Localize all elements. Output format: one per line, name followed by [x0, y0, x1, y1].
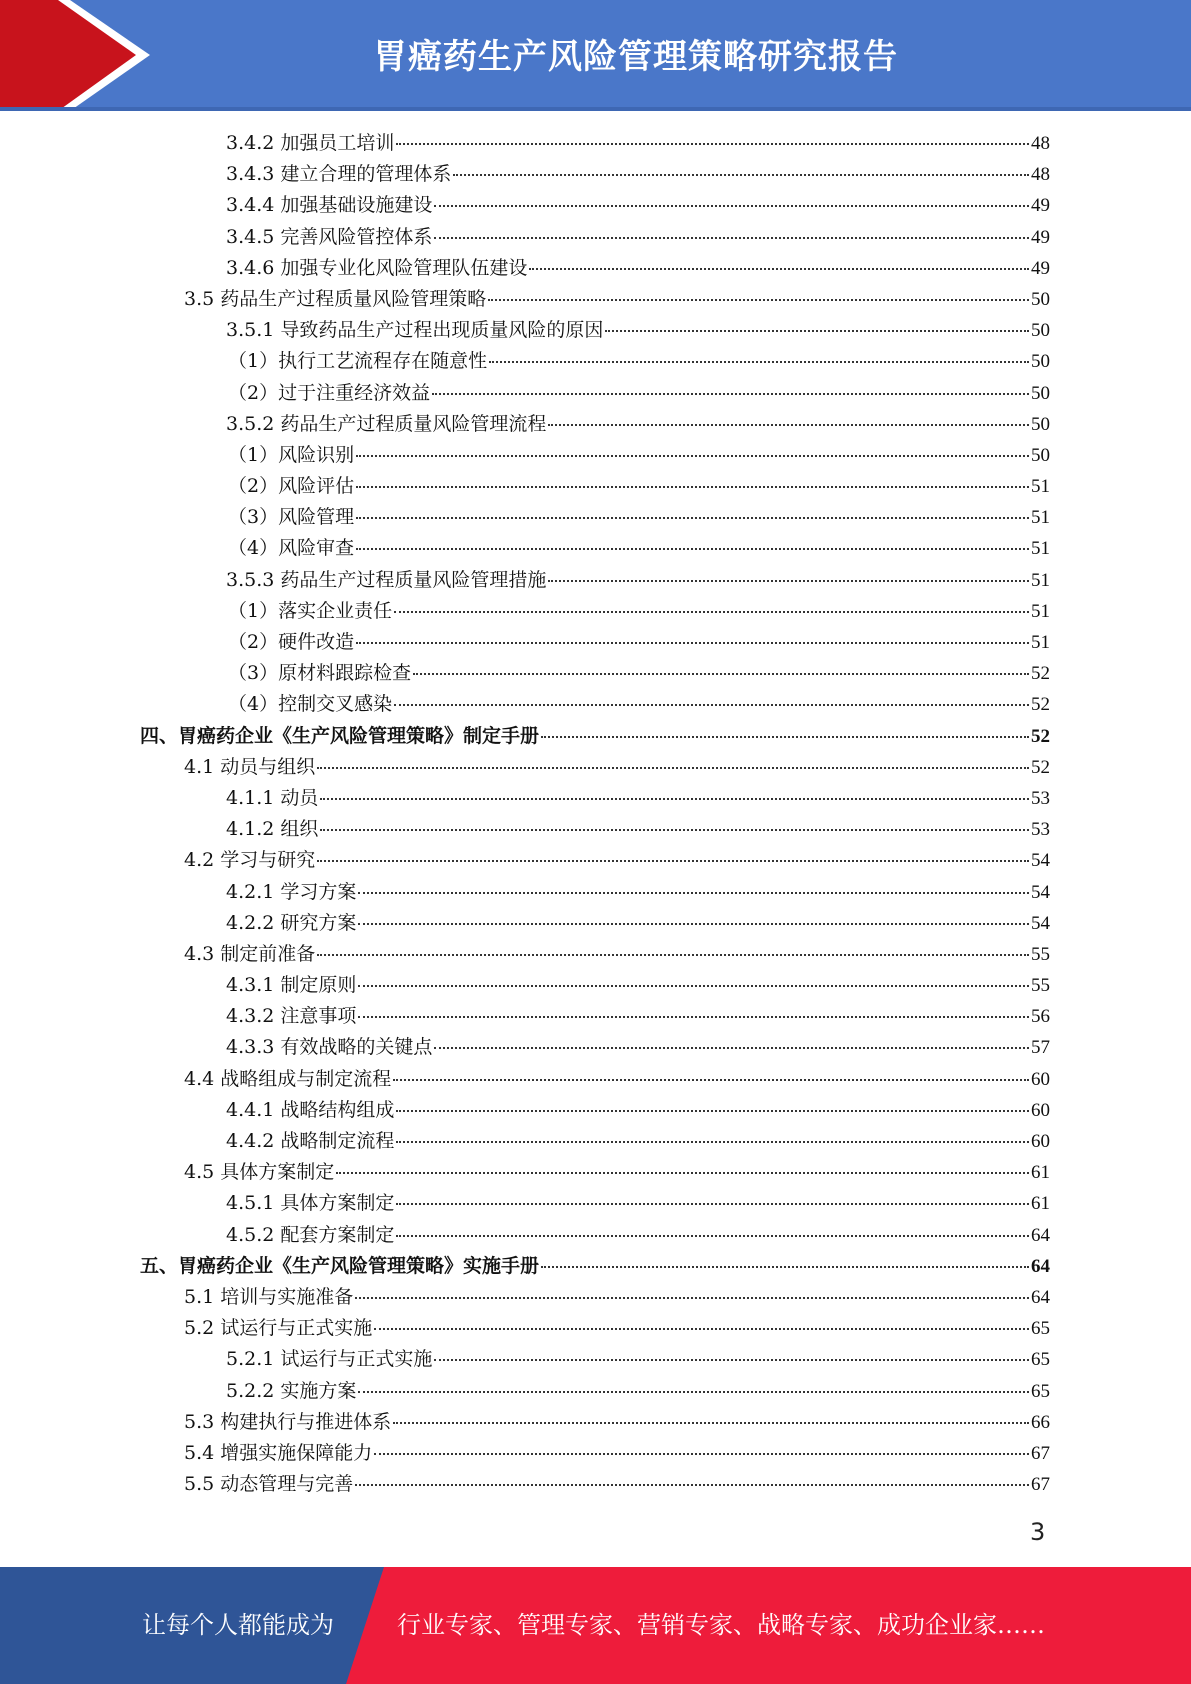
table-of-contents: [140, 128, 1050, 1500]
toc-entry-page: 52: [1031, 694, 1050, 716]
toc-entry[interactable]: [140, 565, 1050, 596]
toc-entry[interactable]: [140, 1376, 1050, 1407]
toc-leader-dots: [489, 361, 1029, 363]
toc-leader-dots: [453, 174, 1029, 176]
report-title: 胃癌药生产风险管理策略研究报告: [373, 37, 898, 77]
toc-entry-page: 67: [1031, 1442, 1050, 1464]
toc-entry-page: 48: [1031, 133, 1050, 154]
toc-entry-label: 4.5.2 配套方案制定: [226, 1223, 395, 1246]
toc-entry[interactable]: [140, 1001, 1050, 1032]
toc-leader-dots: [356, 517, 1029, 519]
toc-entry-page: 48: [1031, 164, 1050, 186]
toc-entry-label: 4.3.1 制定原则: [226, 974, 357, 997]
toc-entry[interactable]: [140, 1126, 1050, 1157]
toc-leader-dots: [355, 1297, 1029, 1299]
toc-entry[interactable]: [140, 1282, 1050, 1313]
toc-entry-page: 54: [1031, 912, 1050, 934]
toc-entry-label: 3.4.4 加强基础设施建设: [226, 194, 433, 217]
toc-entry[interactable]: [140, 253, 1050, 284]
toc-entry[interactable]: [140, 1032, 1050, 1063]
toc-leader-dots: [393, 1079, 1029, 1081]
toc-entry[interactable]: [140, 502, 1050, 533]
toc-entry[interactable]: [140, 1220, 1050, 1251]
toc-entry-label: 4.2.2 研究方案: [226, 911, 357, 934]
toc-entry[interactable]: [140, 658, 1050, 689]
toc-entry-label: （1）执行工艺流程存在随意性: [228, 350, 488, 373]
toc-entry[interactable]: [140, 346, 1050, 377]
toc-entry-label: （3）风险管理: [228, 506, 355, 529]
toc-entry-label: 4.2.1 学习方案: [226, 880, 357, 903]
toc-entry-page: 50: [1031, 351, 1050, 373]
toc-entry-page: 50: [1031, 320, 1050, 342]
toc-leader-dots: [374, 1328, 1029, 1330]
toc-entry-label: 4.1.1 动员: [226, 786, 319, 809]
toc-leader-dots: [396, 1235, 1029, 1237]
toc-entry-label: （2）过于注重经济效益: [228, 381, 431, 404]
toc-entry[interactable]: [140, 440, 1050, 471]
toc-leader-dots: [541, 1266, 1029, 1268]
toc-entry[interactable]: [140, 1407, 1050, 1438]
toc-entry[interactable]: [140, 222, 1050, 253]
toc-entry-page: 65: [1031, 1318, 1050, 1340]
toc-leader-dots: [432, 393, 1029, 395]
toc-entry[interactable]: [140, 752, 1050, 783]
toc-entry-page: 51: [1031, 538, 1050, 560]
toc-entry-label: （2）风险评估: [228, 475, 355, 498]
toc-entry-label: 4.1 动员与组织: [184, 755, 316, 778]
toc-leader-dots: [488, 299, 1029, 301]
footer-slogan-right: 行业专家、管理专家、营销专家、战略专家、成功企业家……: [397, 1611, 1045, 1639]
toc-entry-page: 54: [1031, 850, 1050, 872]
toc-entry-page: 55: [1031, 943, 1050, 965]
toc-entry-page: 49: [1031, 226, 1050, 248]
toc-entry[interactable]: [140, 721, 1050, 752]
toc-leader-dots: [541, 736, 1029, 738]
toc-entry[interactable]: [140, 783, 1050, 814]
toc-entry-label: 3.5.3 药品生产过程质量风险管理措施: [226, 568, 547, 591]
toc-entry-page: 52: [1031, 725, 1050, 747]
toc-entry-page: 49: [1031, 257, 1050, 279]
toc-entry-label: 4.5.1 具体方案制定: [226, 1192, 395, 1215]
toc-leader-dots: [356, 548, 1029, 550]
toc-leader-dots: [317, 954, 1029, 956]
toc-leader-dots: [358, 1391, 1029, 1393]
toc-entry-label: 4.4 战略组成与制定流程: [184, 1067, 392, 1090]
toc-entry[interactable]: [140, 159, 1050, 190]
toc-entry-label: 5.3 构建执行与推进体系: [184, 1410, 392, 1433]
toc-entry-label: （1）风险识别: [228, 443, 355, 466]
toc-entry[interactable]: [140, 970, 1050, 1001]
toc-entry[interactable]: [140, 845, 1050, 876]
toc-entry-page: 49: [1031, 195, 1050, 217]
toc-entry-label: 3.4.3 建立合理的管理体系: [226, 163, 452, 186]
toc-entry-label: 4.4.1 战略结构组成: [226, 1098, 395, 1121]
toc-leader-dots: [317, 860, 1029, 862]
toc-leader-dots: [356, 486, 1029, 488]
toc-leader-dots: [548, 424, 1029, 426]
toc-entry-page: 52: [1031, 663, 1050, 685]
toc-leader-dots: [394, 611, 1029, 613]
toc-entry[interactable]: [140, 689, 1050, 720]
toc-entry-label: 5.2.1 试运行与正式实施: [226, 1348, 433, 1371]
toc-entry[interactable]: [140, 1188, 1050, 1219]
toc-entry-label: 3.4.5 完善风险管控体系: [226, 225, 433, 248]
toc-entry-page: 52: [1031, 756, 1050, 778]
toc-entry-label: 5.5 动态管理与完善: [184, 1473, 354, 1496]
toc-entry-label: （4）风险审查: [228, 537, 355, 560]
toc-entry-label: 4.1.2 组织: [226, 818, 319, 841]
toc-entry-page: 61: [1031, 1162, 1050, 1184]
toc-entry-page: 60: [1031, 1131, 1050, 1152]
toc-entry-label: 四、胃癌药企业《生产风险管理策略》制定手册: [140, 724, 540, 747]
toc-entry-page: 50: [1031, 413, 1050, 435]
toc-entry-page: 64: [1031, 1286, 1050, 1308]
toc-leader-dots: [396, 1141, 1029, 1143]
toc-leader-dots: [320, 798, 1029, 800]
toc-entry-label: 4.2 学习与研究: [184, 849, 316, 872]
page-footer: [0, 1567, 1191, 1684]
toc-entry-page: 53: [1031, 787, 1050, 809]
toc-leader-dots: [336, 1172, 1029, 1174]
toc-entry[interactable]: [140, 1438, 1050, 1469]
toc-entry-page: 65: [1031, 1349, 1050, 1371]
toc-entry-label: （4）控制交叉感染: [228, 693, 393, 716]
toc-leader-dots: [413, 673, 1029, 675]
toc-entry-page: 56: [1031, 1006, 1050, 1028]
toc-leader-dots: [358, 892, 1029, 894]
toc-leader-dots: [434, 237, 1029, 239]
toc-entry-page: 60: [1031, 1099, 1050, 1121]
toc-entry-label: 5.2 试运行与正式实施: [184, 1317, 373, 1340]
toc-entry[interactable]: [140, 1064, 1050, 1095]
toc-entry[interactable]: [140, 378, 1050, 409]
toc-entry-page: 50: [1031, 288, 1050, 310]
toc-leader-dots: [434, 1359, 1029, 1361]
toc-entry-page: 51: [1031, 569, 1050, 591]
toc-entry[interactable]: [140, 471, 1050, 502]
toc-entry[interactable]: [140, 814, 1050, 845]
toc-leader-dots: [358, 1016, 1029, 1018]
toc-entry-page: 61: [1031, 1193, 1050, 1215]
toc-entry-page: 51: [1031, 632, 1050, 653]
toc-leader-dots: [356, 455, 1029, 457]
toc-leader-dots: [355, 1484, 1029, 1486]
toc-entry-page: 51: [1031, 600, 1050, 622]
toc-leader-dots: [358, 923, 1029, 925]
toc-entry[interactable]: [140, 596, 1050, 627]
toc-leader-dots: [393, 1422, 1029, 1424]
toc-entry-label: 4.3 制定前准备: [184, 942, 316, 965]
toc-entry[interactable]: [140, 284, 1050, 315]
toc-entry-page: 53: [1031, 819, 1050, 841]
toc-entry-page: 55: [1031, 975, 1050, 997]
toc-entry-label: 5.2.2 实施方案: [226, 1379, 357, 1402]
toc-entry-page: 51: [1031, 507, 1050, 529]
toc-entry-page: 67: [1031, 1474, 1050, 1496]
toc-leader-dots: [358, 985, 1029, 987]
toc-entry[interactable]: [140, 1095, 1050, 1126]
toc-entry[interactable]: [140, 1469, 1050, 1500]
toc-entry[interactable]: [140, 128, 1050, 159]
toc-entry[interactable]: [140, 533, 1050, 564]
toc-entry-page: 60: [1031, 1068, 1050, 1090]
toc-entry[interactable]: [140, 877, 1050, 908]
toc-entry-label: （1）落实企业责任: [228, 599, 393, 622]
toc-leader-dots: [529, 268, 1029, 270]
toc-entry-label: 五、胃癌药企业《生产风险管理策略》实施手册: [140, 1254, 540, 1277]
toc-entry-page: 64: [1031, 1255, 1050, 1277]
toc-leader-dots: [548, 580, 1029, 582]
toc-leader-dots: [317, 767, 1029, 769]
toc-entry-label: 5.4 增强实施保障能力: [184, 1441, 373, 1464]
toc-entry-label: 3.5 药品生产过程质量风险管理策略: [184, 287, 487, 310]
toc-entry[interactable]: [140, 1344, 1050, 1375]
toc-entry-label: 4.4.2 战略制定流程: [226, 1130, 395, 1152]
toc-entry[interactable]: [140, 190, 1050, 221]
toc-entry-label: 5.1 培训与实施准备: [184, 1285, 354, 1308]
toc-entry-page: 51: [1031, 476, 1050, 498]
page-number: 3: [1030, 1518, 1046, 1546]
toc-leader-dots: [434, 1047, 1029, 1049]
toc-entry-label: 4.5 具体方案制定: [184, 1161, 335, 1184]
toc-entry[interactable]: [140, 1313, 1050, 1344]
toc-entry-label: 4.3.2 注意事项: [226, 1005, 357, 1028]
toc-entry[interactable]: [140, 939, 1050, 970]
toc-entry-page: 50: [1031, 444, 1050, 466]
footer-slogan-left: 让每个人都能成为: [142, 1611, 334, 1639]
toc-entry-page: 50: [1031, 382, 1050, 404]
toc-leader-dots: [374, 1453, 1029, 1455]
toc-entry-label: 3.4.2 加强员工培训: [226, 132, 395, 154]
toc-entry-label: 3.5.1 导致药品生产过程出现质量风险的原因: [226, 319, 604, 342]
toc-entry-label: 4.3.3 有效战略的关键点: [226, 1036, 433, 1059]
toc-entry-label: 3.4.6 加强专业化风险管理队伍建设: [226, 256, 528, 279]
toc-leader-dots: [356, 642, 1029, 644]
toc-leader-dots: [396, 1110, 1029, 1112]
toc-leader-dots: [396, 1203, 1029, 1205]
toc-entry[interactable]: [140, 409, 1050, 440]
toc-entry-label: 3.5.2 药品生产过程质量风险管理流程: [226, 412, 547, 435]
toc-entry-label: （2）硬件改造: [228, 631, 355, 653]
toc-entry[interactable]: [140, 315, 1050, 346]
toc-leader-dots: [605, 330, 1029, 332]
toc-entry-page: 64: [1031, 1224, 1050, 1246]
toc-entry[interactable]: [140, 1157, 1050, 1188]
toc-entry-label: （3）原材料跟踪检查: [228, 662, 412, 685]
toc-leader-dots: [434, 205, 1029, 207]
toc-entry[interactable]: [140, 908, 1050, 939]
toc-entry-page: 65: [1031, 1380, 1050, 1402]
page-header: [0, 0, 1191, 111]
toc-entry-page: 57: [1031, 1037, 1050, 1059]
toc-entry-page: 54: [1031, 881, 1050, 903]
toc-leader-dots: [394, 704, 1029, 706]
toc-entry[interactable]: [140, 1251, 1050, 1282]
toc-entry-page: 66: [1031, 1411, 1050, 1433]
toc-leader-dots: [320, 829, 1029, 831]
toc-leader-dots: [396, 143, 1029, 145]
toc-entry[interactable]: [140, 627, 1050, 658]
